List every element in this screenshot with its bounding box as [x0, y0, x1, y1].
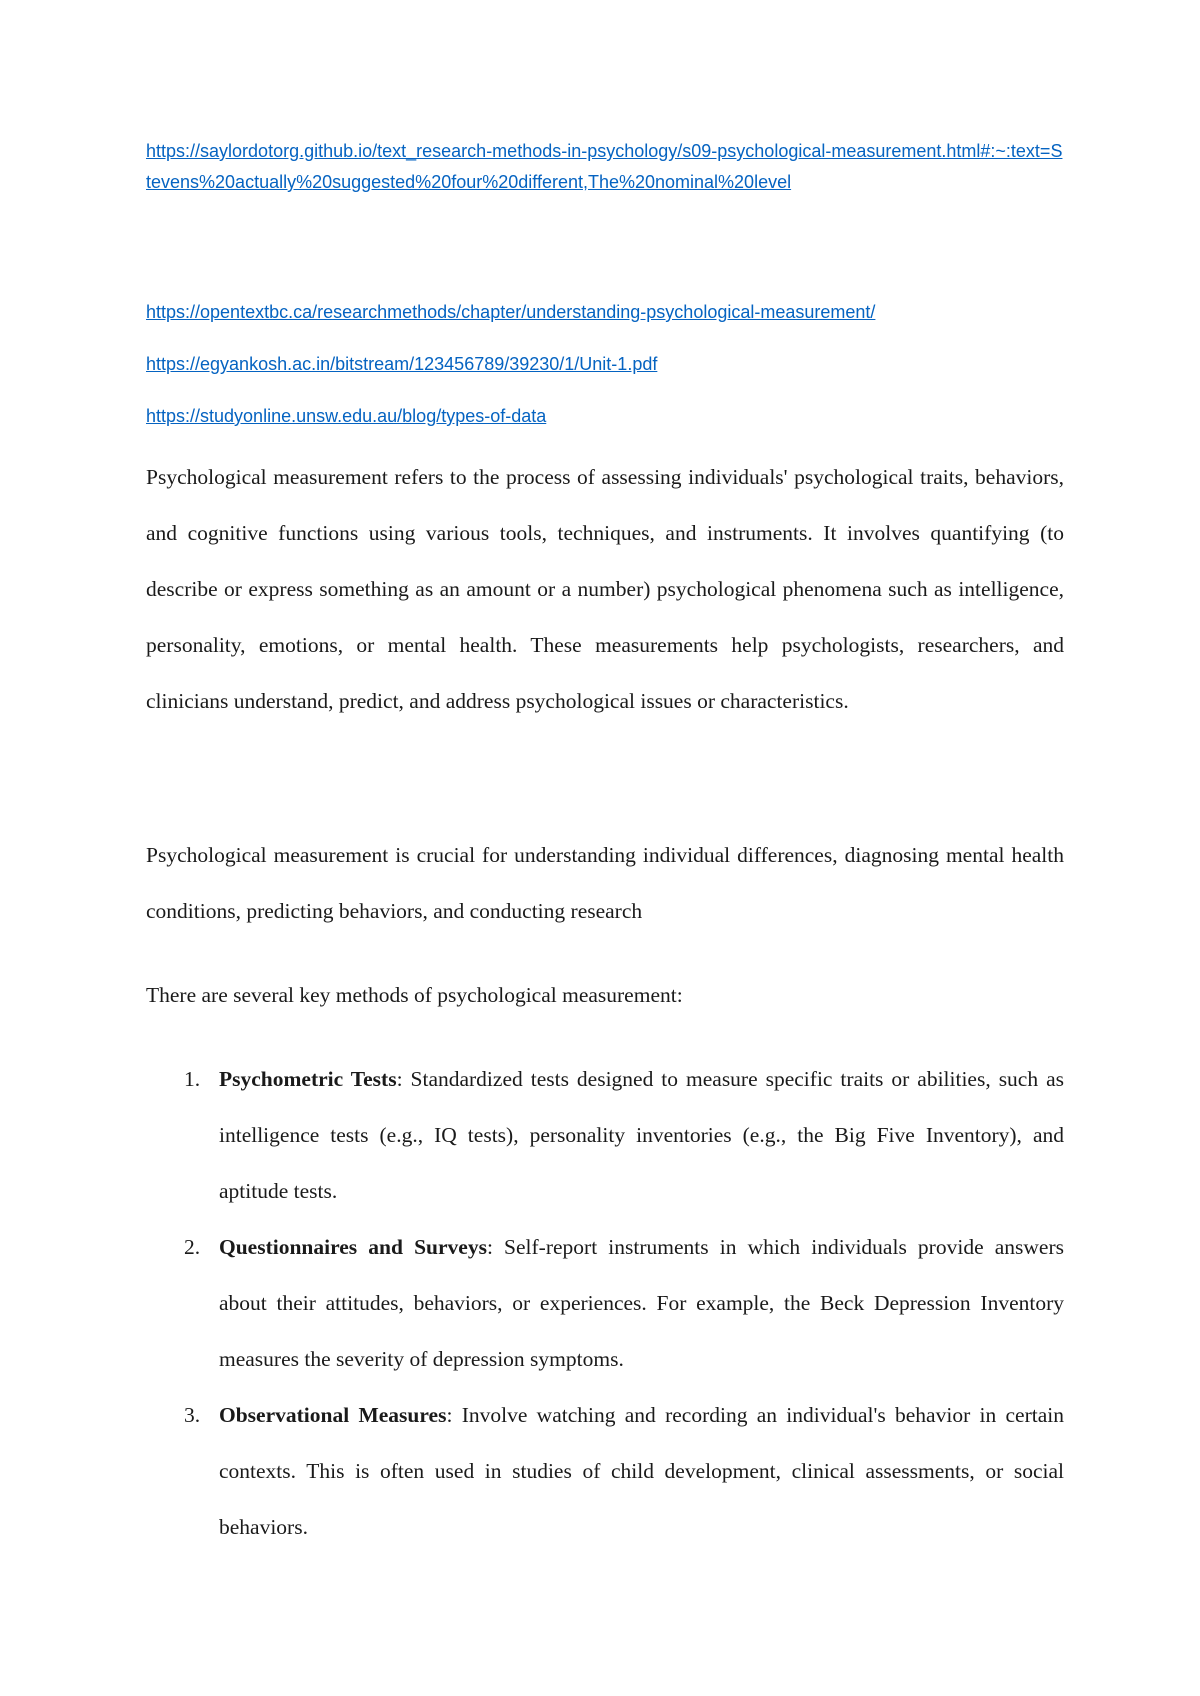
- list-item-title: Observational Measures: [219, 1403, 447, 1427]
- reference-link-block: [146, 136, 1064, 198]
- intro-paragraph: Psychological measurement refers to the process of assessing individuals' psychological traits, behaviors, and cognitive functions using various tools, techniques, and instruments. It involves quantifying (to describe or express something as an amount or a number) psychological phenomena such as intelligence, personality, emotions, or mental health. These measurements help psychologists, researchers, and clinicians understand, predict, and address psychological issues or characteristics.: [146, 465, 1064, 713]
- reference-link-opentextbc[interactable]: https://opentextbc.ca/researchmethods/chapter/understanding-psychological-measurement/: [146, 302, 876, 322]
- list-item-number: 1.: [184, 1067, 201, 1091]
- list-item-number: 2.: [184, 1235, 201, 1259]
- list-item-title: Questionnaires and Surveys: [219, 1235, 487, 1259]
- reference-link-egyankosh[interactable]: https://egyankosh.ac.in/bitstream/123456789/39230/1/Unit-1.pdf: [146, 354, 658, 374]
- reference-link-unsw[interactable]: https://studyonline.unsw.edu.au/blog/types-of-data: [146, 406, 547, 426]
- list-item-title: Psychometric Tests: [219, 1067, 397, 1091]
- list-item: [146, 1051, 1064, 1219]
- reference-link-saylor[interactable]: https://saylordotorg.github.io/text_research-methods-in-psychology/s09-psychological-measurement.html#:~:text=Stevens%20actually%20suggested%20four%20different,The%20nominal%20level: [146, 141, 1063, 192]
- list-item-description: : Standardized tests designed to measure specific traits or abilities, such as intelligence tests (e.g., IQ tests), personality inventories (e.g., the Big Five Inventory), and aptitude tests.: [219, 1067, 1064, 1203]
- methods-list: [146, 1051, 1064, 1555]
- list-item-number: 3.: [184, 1403, 201, 1427]
- list-item-description: : Self-report instruments in which individuals provide answers about their attitudes, behaviors, or experiences. For example, the Beck Depression Inventory measures the severity of depression symptoms.: [219, 1235, 1064, 1371]
- methods-intro-paragraph: There are several key methods of psychological measurement:: [146, 983, 683, 1007]
- importance-paragraph: Psychological measurement is crucial for understanding individual differences, diagnosing mental health conditions, predicting behaviors, and conducting research: [146, 843, 1064, 923]
- list-item: [146, 1219, 1064, 1387]
- list-item: [146, 1387, 1064, 1555]
- list-item-description: : Involve watching and recording an individual's behavior in certain contexts. This is often used in studies of child development, clinical assessments, or social behaviors.: [219, 1403, 1064, 1539]
